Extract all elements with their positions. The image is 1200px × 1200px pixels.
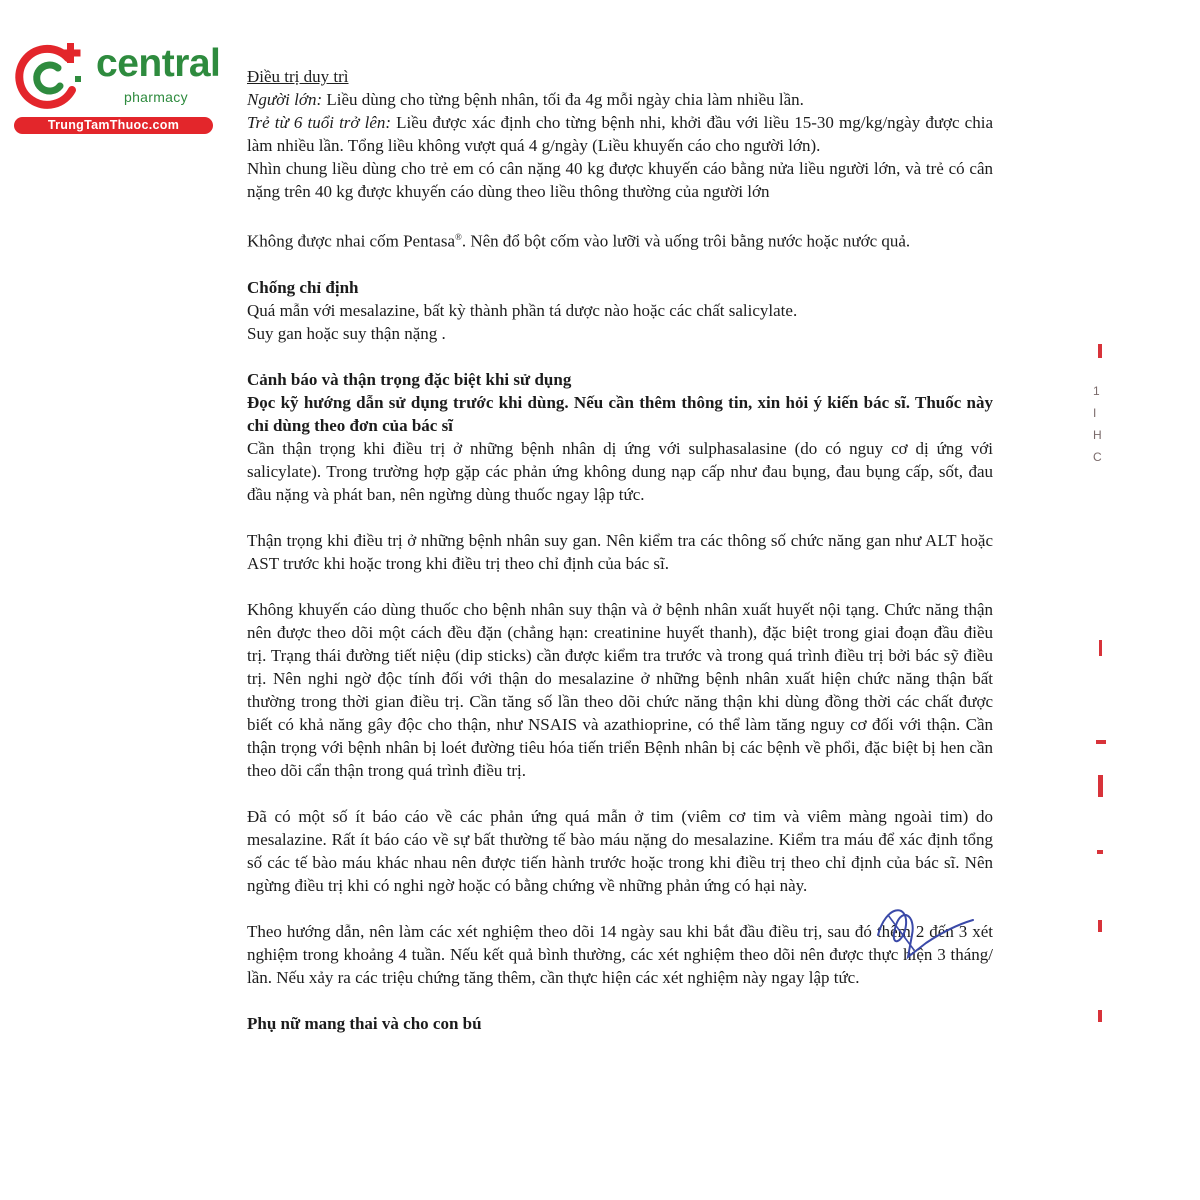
child-text: Liều được xác định cho từng bệnh nhi, khởi đầu với liều 15-30 mg/kg/ngày được chia làm nhiều lần. Tổng liều không vượt quá 4 g/ngày (Liều khuyến cáo cho người lớn). — [247, 113, 993, 155]
handwritten-initial-icon — [868, 895, 978, 965]
margin-stamp-text — [1093, 380, 1102, 468]
stamp-char: H — [1093, 428, 1102, 442]
contraindication-2: Suy gan hoặc suy thận nặng . — [247, 323, 446, 343]
warning-paragraph-4: Đã có một số ít báo cáo về các phản ứng quá mẫn ở tim (viêm cơ tim và viêm màng ngoài tim) do mesalazine. Rất ít báo cáo về sự bất thường tế bào máu nặng do mesalazine. Kiểm tra máu để xác định tổng số các tế bào máu khác nhau nên được tiến hành trước hoặc trong khi điều trị theo chỉ định của bác sĩ. Nên ngừng điều trị khi có nghi ngờ hoặc có bằng chứng về những phản ứng có hại này. — [247, 806, 993, 895]
child-label: Trẻ từ 6 tuổi trở lên: — [247, 113, 392, 132]
central-pharmacy-logo-icon — [12, 40, 86, 112]
stamp-char: I — [1093, 406, 1097, 420]
chew-after: . Nên đổ bột cốm vào lưỡi và uống trôi bằng nước hoặc nước quả. — [461, 231, 911, 251]
contraindication-heading: Chống chỉ định — [247, 277, 359, 297]
stamp-char: 1 — [1093, 384, 1100, 398]
adult-label: Người lớn: — [247, 90, 323, 109]
pregnancy-heading: Phụ nữ mang thai và cho con bú — [247, 1013, 482, 1033]
chew-before: Không được nhai cốm Pentasa — [247, 231, 455, 251]
warning-paragraph-3: Không khuyến cáo dùng thuốc cho bệnh nhân suy thận và ở bệnh nhân xuất huyết nội tạng. Chức năng thận nên được theo dõi một cách đều đặn (chẳng hạn: creatinine huyết thanh), đặc biệt trong giai đoạn đầu điều trị. Trạng thái đường tiết niệu (dip sticks) cần được kiểm tra trước và trong quá trình điều trị bởi bác sỹ điều trị. Nên nghi ngờ độc tính đối với thận do mesalazine ở những bệnh nhân xuất hiện chức năng thận bất thường trong thời gian điều trị. Cần tăng số lần theo dõi chức năng thận khi dùng đồng thời các chất được biết có khả năng gây độc cho thận, như NSAIS và azathioprine, có thể làm tăng nguy cơ đối với thận. Cần thận trọng với bệnh nhân bị loét đường tiêu hóa tiến triển Bệnh nhân bị các bệnh về phổi, đặc biệt bị hen cần theo dõi cẩn thận trong quá trình điều trị. — [247, 599, 993, 780]
pharmacy-logo[interactable] — [10, 36, 221, 136]
logo-website[interactable]: TrungTamThuoc.com — [14, 117, 213, 134]
contraindication-1: Quá mẫn với mesalazine, bất kỳ thành phần tá dược nào hoặc các chất salicylate. — [247, 300, 798, 320]
stamp-char: C — [1093, 450, 1102, 464]
registered-mark: ® — [455, 232, 462, 242]
logo-subtitle: pharmacy — [124, 89, 188, 105]
adult-text: Liều dùng cho từng bệnh nhân, tối đa 4g mỗi ngày chia làm nhiều lần. — [322, 90, 804, 109]
warning-bold-notice: Đọc kỹ hướng dẫn sử dụng trước khi dùng. Nếu cần thêm thông tin, xin hỏi ý kiến bác sĩ. Thuốc này chỉ dùng theo đơn của bác sĩ — [247, 392, 993, 435]
logo-name: central — [96, 42, 221, 85]
document-body — [247, 65, 993, 1035]
warning-paragraph-2: Thận trọng khi điều trị ở những bệnh nhân suy gan. Nên kiểm tra các thông số chức năng gan như ALT hoặc AST trước khi hoặc trong khi điều trị theo chỉ định của bác sĩ. — [247, 530, 993, 573]
weight-dose: Nhìn chung liều dùng cho trẻ em có cân nặng 40 kg được khuyến cáo bằng nửa liều người lớn, và trẻ có cân nặng trên 40 kg được khuyến cáo dùng theo liều thông thường của người lớn — [247, 159, 993, 201]
adult-dose — [247, 88, 993, 111]
warning-paragraph-5: Theo hướng dẫn, nên làm các xét nghiệm theo dõi 14 ngày sau khi bắt đầu điều trị, sau đó thêm 2 đến 3 xét nghiệm trong khoảng 4 tuần. Nếu kết quả bình thường, các xét nghiệm theo dõi nên được thực hiện 3 tháng/ lần. Nếu xảy ra các triệu chứng tăng thêm, cần thực hiện các xét nghiệm này ngay lập tức. — [247, 921, 993, 987]
warning-paragraph-1: Cần thận trọng khi điều trị ở những bệnh nhân dị ứng với sulphasalasine (do có nguy cơ dị ứng với salicylate). Trong trường hợp gặp các phản ứng không dung nạp cấp như đau bụng, đau bụng cấp, sốt, đau đầu nặng và phát ban, nên ngừng dùng thuốc ngay lập tức. — [247, 438, 993, 504]
child-dose — [247, 111, 993, 157]
chew-instruction — [247, 226, 993, 253]
warning-heading: Cảnh báo và thận trọng đặc biệt khi sử dụng — [247, 369, 572, 389]
maintenance-heading: Điều trị duy trì — [247, 67, 349, 86]
